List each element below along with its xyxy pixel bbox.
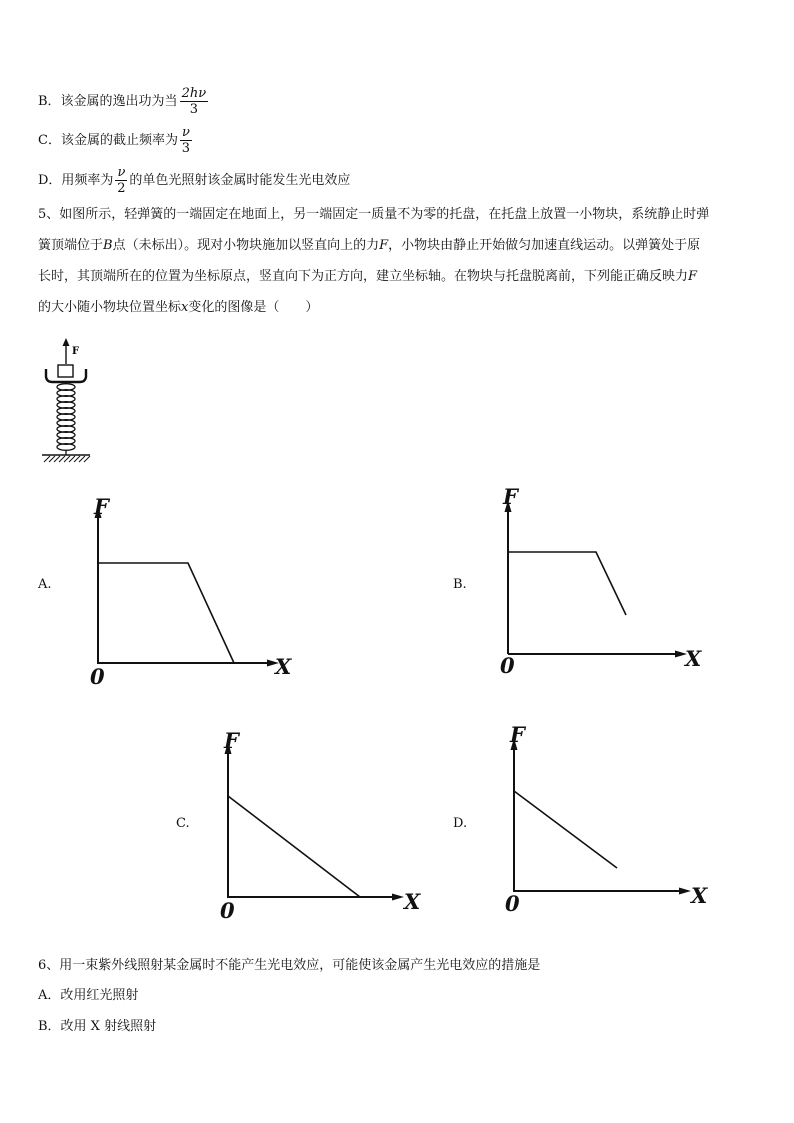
graph-b-curve bbox=[508, 552, 626, 615]
q6-option-a: A．改用红光照射 bbox=[38, 988, 139, 1003]
graph-a-curve bbox=[98, 563, 234, 663]
graph-label-c: C. bbox=[176, 816, 190, 831]
q5-stem-line4 bbox=[38, 299, 318, 317]
q4-option-c-fraction bbox=[180, 125, 192, 156]
q5-x-symbol: x bbox=[181, 300, 189, 315]
fraction-denominator: 3 bbox=[181, 141, 191, 156]
ground-hatching bbox=[44, 456, 90, 462]
fraction-numerator: ν bbox=[181, 125, 190, 140]
q4-option-b-fraction bbox=[180, 86, 209, 117]
axis-label-x: X bbox=[404, 889, 421, 914]
q6-option-b: B．改用 X 射线照射 bbox=[38, 1019, 157, 1034]
q4-option-b bbox=[38, 86, 210, 117]
axis-label-x: X bbox=[275, 654, 292, 679]
axis-label-f: F bbox=[503, 484, 518, 509]
x-axis-arrow bbox=[679, 888, 691, 895]
origin-label: 0 bbox=[500, 653, 515, 678]
x-axis-arrow bbox=[392, 894, 404, 901]
q5-point-b: B bbox=[103, 238, 113, 253]
q4-option-d-suffix: 的单色光照射该金属时能发生光电效应 bbox=[129, 173, 351, 188]
origin-label: 0 bbox=[90, 664, 105, 689]
q4-option-b-text: B．该金属的逸出功为当 bbox=[38, 94, 178, 109]
fraction-numerator: 2hν bbox=[181, 86, 207, 101]
q5-text: 簧顶端位于 bbox=[38, 238, 104, 253]
q5-stem-line1: 5、如图所示，轻弹簧的一端固定在地面上，另一端固定一质量不为零的托盘，在托盘上放置一小物块，系统静止时弹 bbox=[38, 207, 710, 222]
axis-label-f: F bbox=[94, 494, 109, 519]
origin-label: 0 bbox=[220, 898, 235, 923]
graph-c-curve bbox=[228, 796, 360, 897]
graph-label-b: B. bbox=[453, 577, 467, 592]
force-arrow-label: F bbox=[72, 346, 80, 357]
axis-label-x: X bbox=[691, 883, 708, 908]
q6-stem: 6、用一束紫外线照射某金属时不能产生光电效应，可能使该金属产生光电效应的措施是 bbox=[38, 958, 541, 973]
graph-c bbox=[212, 726, 432, 926]
q5-force-symbol: F bbox=[688, 269, 698, 284]
q4-option-d-fraction bbox=[115, 165, 127, 196]
origin-label: 0 bbox=[505, 891, 520, 916]
q5-stem-line2 bbox=[38, 237, 700, 255]
q5-text: 点（未标出）。现对小物块施加以竖直向上的力 bbox=[112, 238, 380, 253]
q4-option-d-text: D．用频率为 bbox=[38, 173, 114, 188]
force-arrow-head bbox=[63, 338, 70, 346]
q5-text: 的大小随小物块位置坐标 bbox=[38, 300, 182, 315]
graph-a bbox=[82, 490, 302, 690]
axis-label-f: F bbox=[224, 728, 239, 753]
q4-option-c bbox=[38, 125, 194, 156]
q5-text: ，小物块由静止开始做匀加速直线运动。以弹簧处于原 bbox=[388, 238, 701, 253]
spring-apparatus-figure bbox=[38, 336, 98, 466]
graph-d-curve bbox=[514, 791, 617, 868]
q5-text: 长时，其顶端所在的位置为坐标原点，竖直向下为正方向，建立坐标轴。在物块与托盘脱离前，下列能正确反映力 bbox=[38, 269, 689, 284]
spring-coil bbox=[57, 384, 75, 451]
q5-text: 变化的图像是（ ） bbox=[188, 300, 319, 315]
axis-label-x: X bbox=[685, 646, 702, 671]
graph-b bbox=[492, 484, 712, 684]
q4-option-d bbox=[38, 165, 350, 196]
axis-label-f: F bbox=[510, 722, 525, 747]
graph-label-d: D. bbox=[453, 816, 468, 831]
graph-label-a: A. bbox=[38, 577, 52, 592]
fraction-denominator: 3 bbox=[189, 102, 198, 117]
graph-d bbox=[498, 722, 718, 922]
fraction-numerator: ν bbox=[117, 165, 126, 180]
q5-force-symbol: F bbox=[379, 238, 389, 253]
fraction-denominator: 2 bbox=[117, 181, 126, 196]
small-block bbox=[58, 365, 73, 377]
q5-stem-line3 bbox=[38, 268, 697, 286]
q4-option-c-text: C．该金属的截止频率为 bbox=[38, 133, 178, 148]
